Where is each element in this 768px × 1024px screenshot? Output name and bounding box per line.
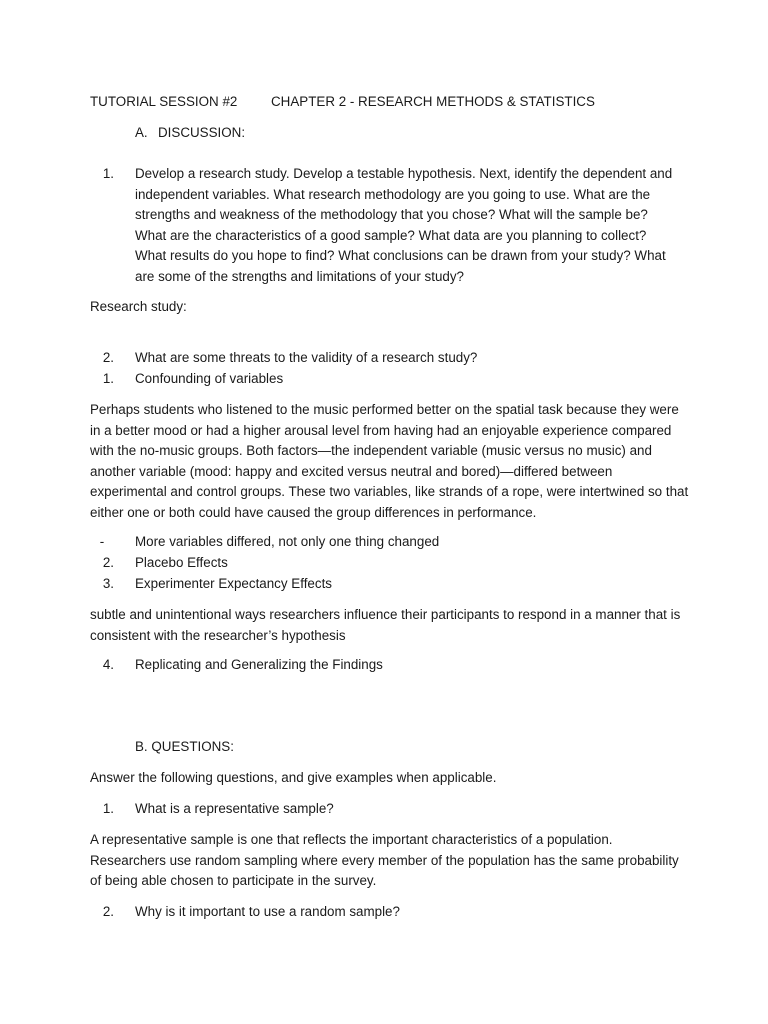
list-number: 2. [102,350,114,365]
paragraph-text: Perhaps students who listened to the music performed better on the spatial task because they were in a better mood or had a higher arousal level from having had an enjoyable experience compared with the no-music groups. Both factors—the independent variable (music versus no music) and another variable (mood: happy and excited versus neutral and bored)—differed between experimental and control groups. These two variables, like strands of a rope, were intertwined so that either one or both could have caused the group differences in performance. [90,402,689,520]
threat-text: Replicating and Generalizing the Findings [135,657,383,672]
bullet-text: More variables differed, not only one thing changed [135,534,440,549]
bullet-dash: - [99,534,105,549]
list-number: 1. [102,371,114,386]
threat-text: Confounding of variables [135,371,284,386]
list-number: 2. [102,555,114,570]
question-text: Develop a research study. Develop a testable hypothesis. Next, identify the dependent and independent variables. What research methodology are you going to use. What are the strengths and weakness of the methodology that you chose? What will the sample be? What are the characteristics of a good sample? What data are you planning to collect? What results do you hope to find? What conclusions can be drawn from your study? What are some of the strengths and limitations of your study? [135,166,673,284]
section-b-title: B. QUESTIONS: [135,739,234,754]
question-text: Why is it important to use a random sample? [135,904,400,919]
list-number: 3. [102,576,114,591]
chapter-heading: CHAPTER 2 - RESEARCH METHODS & STATISTICS [271,94,595,109]
question-text: What is a representative sample? [135,801,334,816]
section-a-title: DISCUSSION: [158,125,246,140]
confounding-paragraph [90,400,690,524]
threat-text: Placebo Effects [135,555,228,570]
questions-instructions: Answer the following questions, and give examples when applicable. [90,770,497,785]
threat-text: Experimenter Expectancy Effects [135,576,332,591]
expectancy-paragraph [90,605,690,646]
paragraph-text: A representative sample is one that reflects the important characteristics of a population. Researchers use random sampling where every member of the population has the same probability of being able chosen to participate in the survey. [90,832,679,889]
session-heading: TUTORIAL SESSION #2 [90,94,238,109]
list-number: 1. [102,166,114,181]
list-number: 1. [102,801,114,816]
list-number: 4. [102,657,114,672]
question-text: What are some threats to the validity of a research study? [135,350,478,365]
answer-1-paragraph [90,830,690,892]
research-study-label: Research study: [90,299,187,314]
paragraph-text: subtle and unintentional ways researchers influence their participants to respond in a manner that is consistent with the researcher’s hypothesis [90,607,681,643]
section-a-letter: A. [135,125,148,140]
list-number: 2. [102,904,114,919]
